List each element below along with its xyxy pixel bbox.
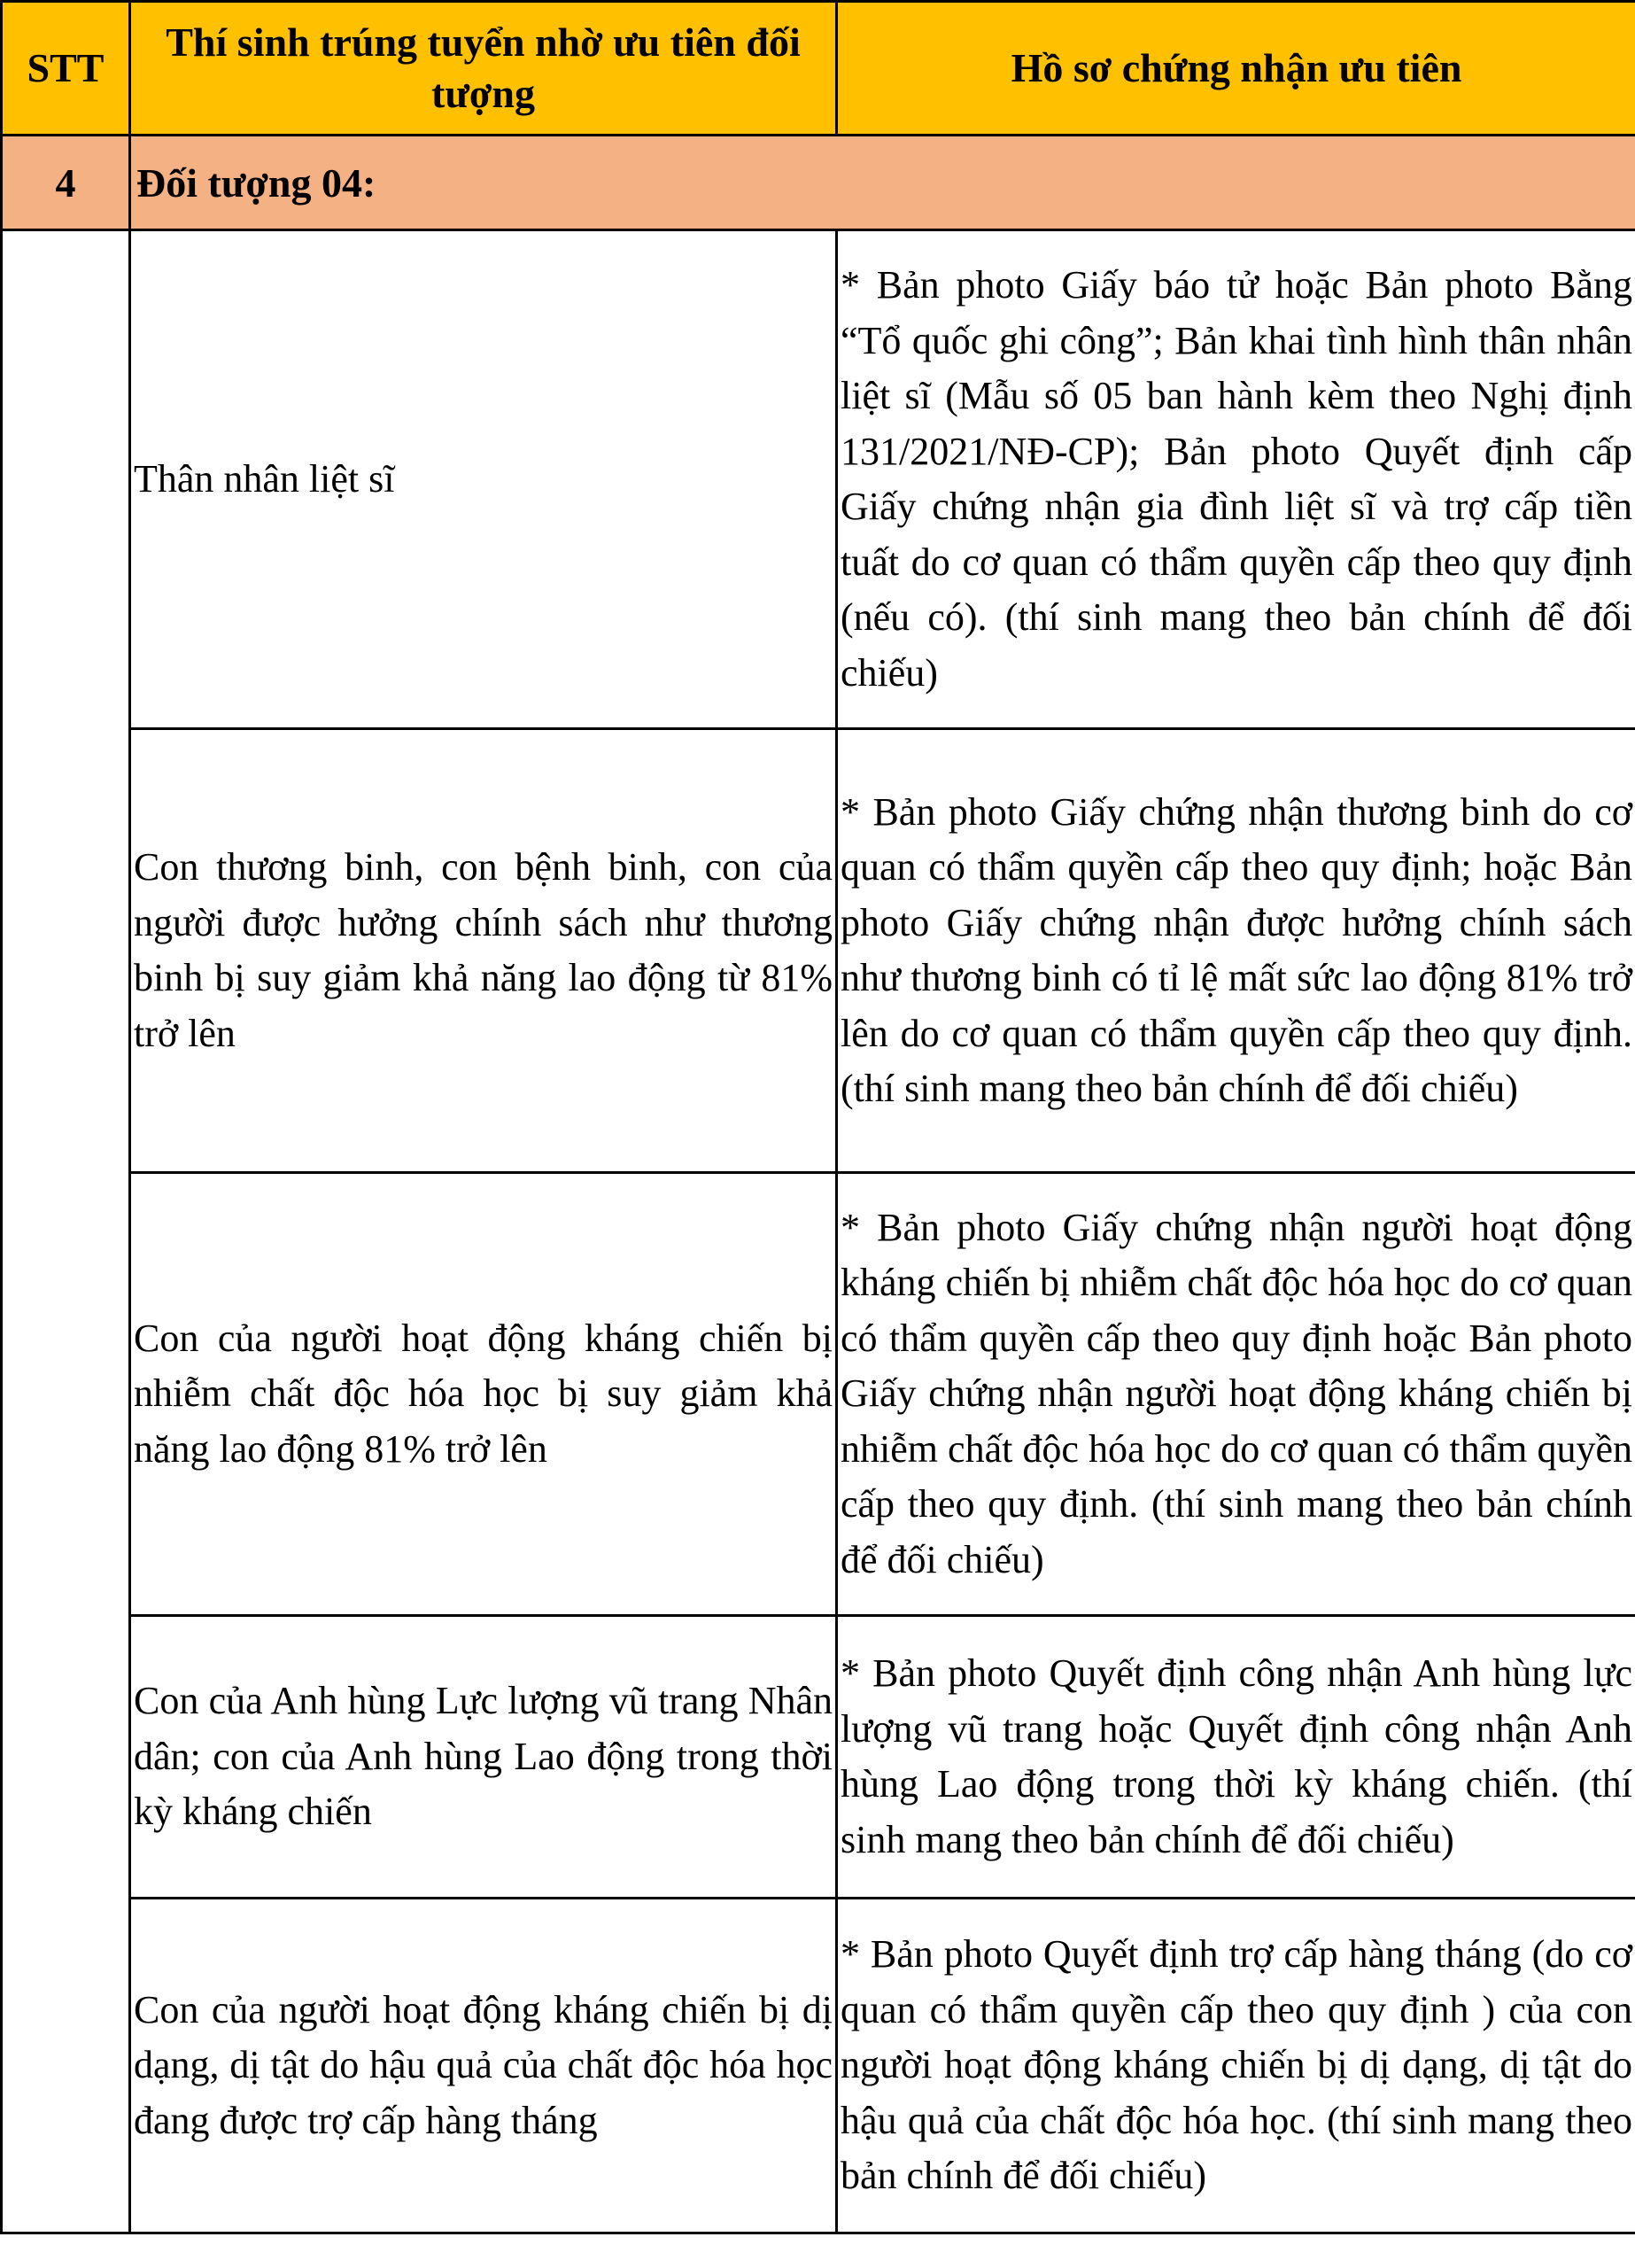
documents-cell: * Bản photo Giấy chứng nhận người hoạt động kháng chiến bị nhiễm chất độc hóa học do cơ quan có thẩm quyền cấp theo quy định hoặc Bản photo Giấy chứng nhận người hoạt động kháng chiến bị nhiễm chất độc hóa học do cơ quan có thẩm quyền cấp theo quy định. (thí sinh mang theo bản chính để đối chiếu) (837, 1173, 1635, 1616)
documents-cell: * Bản photo Giấy chứng nhận thương binh do cơ quan có thẩm quyền cấp theo quy định; hoặc Bản photo Giấy chứng nhận được hưởng chính sách như thương binh có tỉ lệ mất sức lao động 81% trở lên do cơ quan có thẩm quyền cấp theo quy định. (thí sinh mang theo bản chính để đối chiếu) (837, 729, 1635, 1173)
documents-cell: * Bản photo Quyết định công nhận Anh hùng lực lượng vũ trang hoặc Quyết định công nhận Anh hùng Lao động trong thời kỳ kháng chiến. (thí sinh mang theo bản chính để đối chiếu) (837, 1616, 1635, 1899)
documents-cell: * Bản photo Quyết định trợ cấp hàng tháng (do cơ quan có thẩm quyền cấp theo quy định ) của con người hoạt động kháng chiến bị dị dạng, dị tật do hậu quả của chất độc hóa học. (thí sinh mang theo bản chính để đối chiếu) (837, 1899, 1635, 2233)
header-candidate: Thí sinh trúng tuyển nhờ ưu tiên đối tượng (130, 2, 837, 136)
table-row (2, 729, 1635, 1173)
group-row (2, 136, 1635, 230)
candidate-cell: Con của người hoạt động kháng chiến bị dị dạng, dị tật do hậu quả của chất độc hóa học đang được trợ cấp hàng tháng (130, 1899, 837, 2233)
table-row (2, 1173, 1635, 1616)
table-row (2, 1616, 1635, 1899)
stt-empty-cell (2, 230, 130, 2233)
header-documents: Hồ sơ chứng nhận ưu tiên (837, 2, 1635, 136)
documents-cell: * Bản photo Giấy báo tử hoặc Bản photo Bằng “Tổ quốc ghi công”; Bản khai tình hình thân nhân liệt sĩ (Mẫu số 05 ban hành kèm theo Nghị định 131/2021/NĐ-CP); Bản photo Quyết định cấp Giấy chứng nhận gia đình liệt sĩ và trợ cấp tiền tuất do cơ quan có thẩm quyền cấp theo quy định (nếu có). (thí sinh mang theo bản chính để đối chiếu) (837, 230, 1635, 729)
candidate-cell: Thân nhân liệt sĩ (130, 230, 837, 729)
header-stt: STT (2, 2, 130, 136)
table-header-row (2, 2, 1635, 136)
group-number: 4 (2, 136, 130, 230)
candidate-cell: Con của Anh hùng Lực lượng vũ trang Nhân dân; con của Anh hùng Lao động trong thời kỳ kháng chiến (130, 1616, 837, 1899)
group-title: Đối tượng 04: (130, 136, 1635, 230)
candidate-cell: Con thương binh, con bệnh binh, con của người được hưởng chính sách như thương binh bị suy giảm khả năng lao động từ 81% trở lên (130, 729, 837, 1173)
candidate-cell: Con của người hoạt động kháng chiến bị nhiễm chất độc hóa học bị suy giảm khả năng lao động 81% trở lên (130, 1173, 837, 1616)
table-row (2, 1899, 1635, 2233)
table-row (2, 230, 1635, 729)
